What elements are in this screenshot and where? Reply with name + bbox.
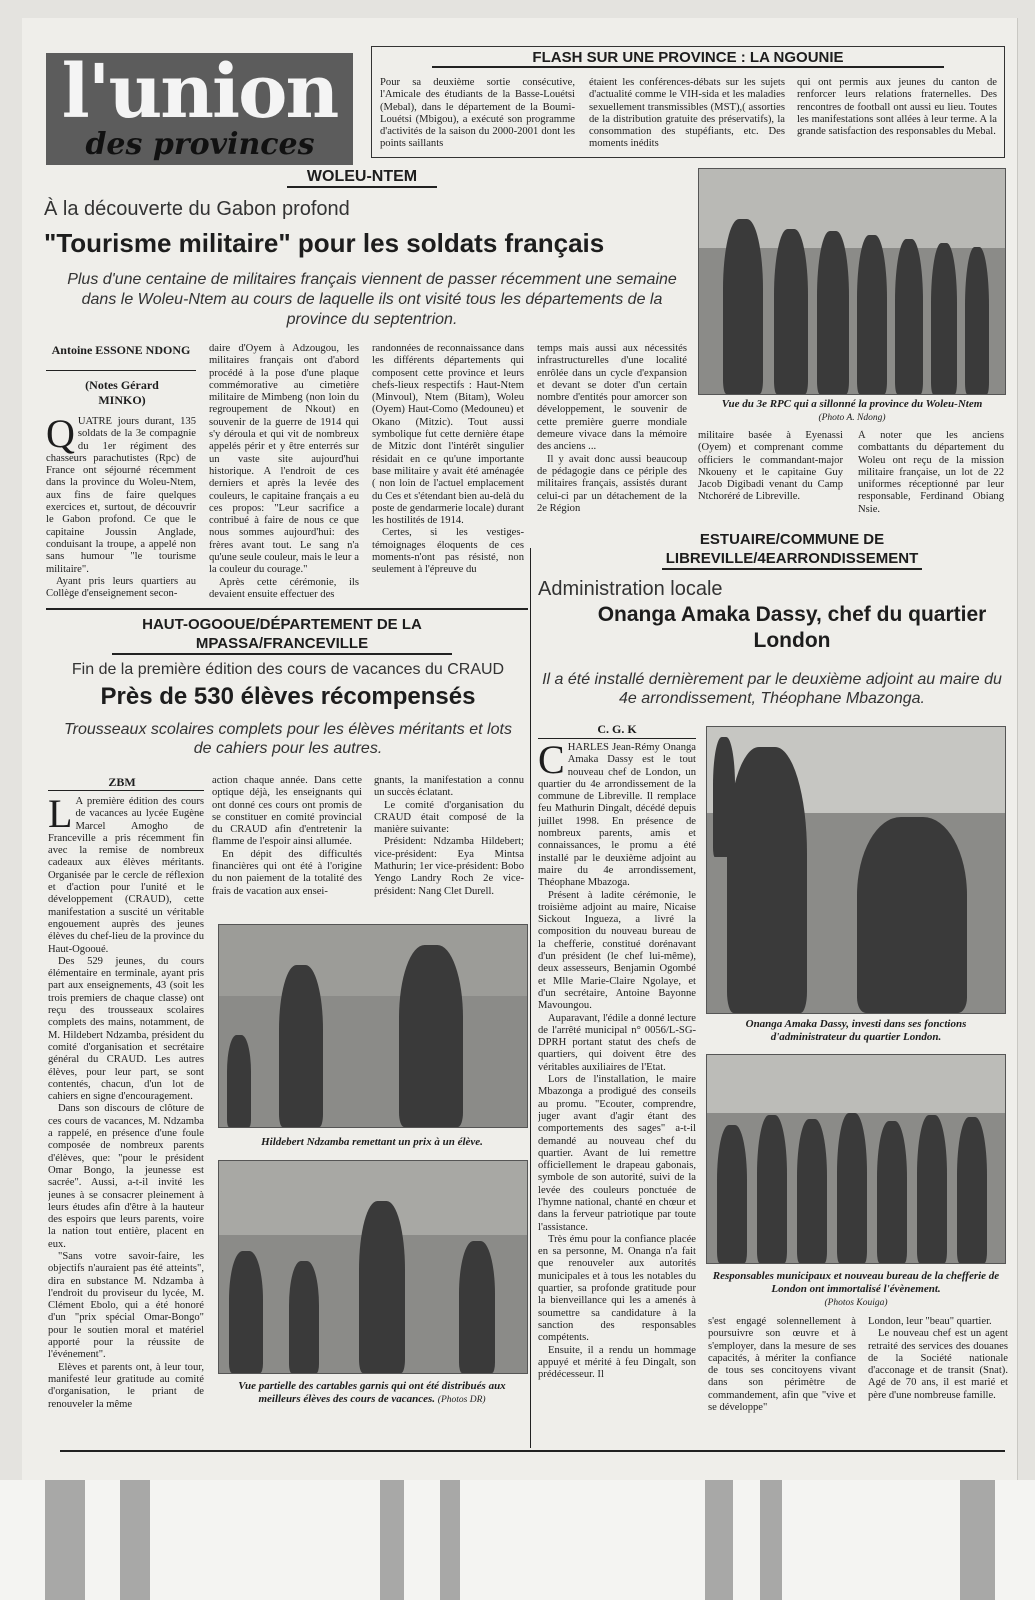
masthead-title: l'union [61,49,338,135]
haut-col-3: gnants, la manifestation a connu un succès éclatant. Le comité d'organisation du CRAUD était composé de la manière suivante: Président: Ndzamba Hildebert; vice-président: Eya Mintsa Mathurin; 1er vice-président: Bobo Yengo Landry Roch 2e vice-président: Nang Clet Durell. [374,775,524,897]
estuaire-col-1: CHARLES Jean-Rémy Onanga Amaka Dassy est le tout nouveau chef de London, un quartier du 4e arrondissement de la commune de Libreville. Il remplace feu Mathurin Dingalt, décédé depuis juillet 1998. En présence de nombreux parents, amis et connaissances, le promu a été installé par le deuxième adjoint au maire du 4e arrondissement, Théophane Mbazoga. Présent à ladite cérémonie, le troisième adjoint au maire, Nicaise Sickout Ingueza, a livré la composition du nouveau bureau de la chefferie, constitué dorénavant d'un président (le chef lui-même), deux assesseurs, Benjamin Ogombé et Mlle Marie-Claire Ngolaye, et d'un secrétaire, Antoine Bayonne Mavoungou. Auparavant, l'édile a donné lecture de l'arrêté municipal n° 0056/L-SG-DPRH portant statut des chefs de quartiers, qui doivent être des véritables auxiliaires de l'Etat. Lors de l'installation, le maire Mbazonga a prodigué des conseils au promu. "Ecouter, comprendre, juger avant d'agir étant des comportements des sages" a-t-il demandé au nouveau chef du quartier. Avant de lui remettre officiellement le drapeau gabonais, symbole de son autorité, suivi de la levée des couleurs ponctuée de l'hymne national, chanté en chœur et dans la ferveur patriotique par toute l'assistance. Très ému pour la confiance placée en sa personne, M. Onanga n'a fait que renouveler aux autorités municipales et à tous les notables du quartier, sa profonde gratitude pour la bienveillance qui les a amenés à soumettre sa candidature à la sanction des responsables compétents. Ensuite, il a rendu un hommage appuyé et mérité à feu Dingalt, son prédécesseur. Il [538,742,696,1381]
flash-box [371,46,1005,158]
haut-col-1: L A première édition des cours de vacances au lycée Eugène Marcel Amogho de Franceville a pris récemment fin avec la remise de nombreux cadeaux aux élèves méritants. Organisée par le cercle de réflexion et d'action pour l'unité et le développement (CRAUD), cette manifestation a suscité un véritable engouement auprès des jeunes élèves du chef-lieu de la province du Haut-Ogooué. Des 529 jeunes, du cours élémentaire en terminale, ayant pris part aux enseignements, 43 (soit les trois premiers de chaque classe) ont reçu des trousseaux scolaires complets des mains, notamment, de M. Hildebert Ndzamba, président du comité d'organisation et secrétaire général du CRAUD. Les autres élèves, pour leur part, se sont contentés, chacun, d'un lot de cahiers en signe d'encouragement. Dans son discours de clôture de ces cours de vacances, M. Ndzamba a rappelé, en présence d'une foule composée de nombreux parents d'élèves, que: "pour le président Omar Bongo, la jeunesse est sacrée". Aussi, a-t-il invité les jeunes à se consacrer pleinement à leurs études afin d'être à la hauteur des espoirs que leurs parents, voire la nation tout entière, placent en eux. "Sans votre savoir-faire, les objectifs n'auraient pas été atteints", dira en substance M. Ndzamba à l'endroit du proviseur du lycée, M. Clément Ebolo, qui a été honoré d'un "prix spécial Omar-Bongo" pour le soutien moral et matériel apporté pour la réussite de l'événement". Elèves et parents ont, à leur tour, manifesté leur gratitude au comité d'organisation, le priant de renouveler la même [48,796,204,1410]
haut-photo-2 [218,1160,528,1374]
newspaper-page [22,18,1018,1480]
woleu-photo-caption: Vue du 3e RPC qui a sillonné la province du Woleu-Ntem (Photo A. Ndong) [721,398,983,423]
haut-photo-1-caption: Hildebert Ndzamba remettant un prix à un élève. [261,1136,483,1148]
haut-byline: ZBM [108,775,136,789]
estuaire-byline: C. G. K [597,722,637,736]
masthead-subtitle: des provinces [85,127,315,162]
haut-col-2: action chaque année. Dans cette optique déjà, les enseignants qui ont donné ces cours ont promis de se constituer en comité provincial du CRAUD afin d'entretenir la flamme de l'espoir ainsi allumée. En dépit des difficultés financières qui ont été à l'origine du non paiement de la totalité des frais de vacation aux ensei- [212,775,362,897]
estuaire-headline: Onanga Amaka Dassy, chef du quartier London [597,603,987,652]
woleu-byline: Antoine ESSONE NDONG [51,343,191,357]
estuaire-photo-1-caption: Onanga Amaka Dassy, investi dans ses fonctions d'administrateur du quartier London. [745,1018,967,1043]
estuaire-kicker: Administration locale [538,578,723,600]
estuaire-col-2: s'est engagé solennellement à poursuivre son œuvre et à s'employer, dans la mesure de ses capacités, à mériter la confiance de tous ses concitoyens vivant dans son périmètre de commandement, afin que "vive et se développe" [708,1316,856,1414]
haut-tag: HAUT-OGOOUE/DÉPARTEMENT DE LA MPASSA/FRANCEVILLE [112,615,452,655]
woleu-headline: "Tourisme militaire" pour les soldats français [44,228,605,258]
woleu-col-6: À noter que les anciens combattants du département du Woleu ont reçu de la mission militaire française, un lot de 22 uniformes réceptionné par leur responsable, Ferdinand Obiang Nsie. [858,430,1004,515]
woleu-col-1: QUATRE jours durant, 135 soldats de la 3e compagnie du 1er régiment des chasseurs parachutistes (Rpc) de France ont séjourné récemment dans la province du Woleu-Ntem, aux fins de faire quelques exercices et, surtout, de découvrir le Gabon profond. Ce que le capitaine Joussin Anglade, conduisant la troupe, a appelé non sans humour "le tourisme militaire". Ayant pris leurs quartiers au Collège d'enseignement secon- [46,416,196,600]
woleu-notes: (Notes Gérard MINKO) [85,378,159,407]
woleu-col-2: daire d'Oyem à Adzougou, les militaires français ont d'abord procédé à la pose d'une plaque commémorative au cimetière militaire de Mimbeng (non loin du regroupement de Nkout) en souvenir de la guerre de 1914 qui s'y déroula et qui vit de nombreux appelés périr et y être enterrés sur un vaste site aujourd'hui historique. A l'endroit de ces derniers et après la levée des couleurs, le capitaine français a eu ces propos: "Leur sacrifice a contribué à faire de nous ce que nous sommes aujourd'hui: des frères avant tout. Le sang n'a qu'une seule couleur, mais le leur a la couleur du courage." Après cette cérémonie, ils devaient ensuite effectuer des [209,343,359,600]
masthead [46,49,353,165]
woleu-col-3: randonnées de reconnaissance dans les différents départements qui composent cette province et leurs chefs-lieux respectifs : Haut-Ntem (Minvoul), Ntem (Bitam), Woleu (Oyem) Haut-Como (Medouneu) et Okano (Mitzic). Tout aussi symbolique fut cette dernière étape de Mitzic dont l'intérêt singulier résidait en ce qu'une importante base militaire y avait été aménagée ( non loin de l'actuel emplacement du Ces et s'étendant bien au-delà du poste de gendarmerie locale) durant les hostilités de 1914. Certes, si les vestiges-témoignages éloquents de ces moments-n'ont pas résisté, non seulement à l'épreuve du [372,343,524,576]
estuaire-photo-2 [706,1054,1006,1264]
flash-col-1: Pour sa deuxième sortie consécutive, l'Amicale des étudiants de la Basse-Louétsi (Mebal), dans le département de la Boumi-Louétsi (Mbigou), a exécuté son programme d'activités de la saison du 2000-2001 dont les points saillants [380,77,575,150]
woleu-lead: Plus d'une centaine de militaires français viennent de passer récemment une semaine dans le Woleu-Ntem au cours de laquelle ils ont visité tous les départements de la province du septentrion. [67,271,677,328]
woleu-col-5: militaire basée à Eyenassi (Oyem) et comprenant comme officiers le commandant-major Nkoueny et le capitaine Guy Jacob Digibadi venant du Camp Ntchoréré de Libreville. [698,430,843,503]
haut-lead: Trousseaux scolaires complets pour les élèves méritants et lots de cahiers pour les autres. [64,721,512,757]
woleu-col-4: temps mais aussi aux nécessités infrastructurelles d'une localité enrôlée dans un cycle d'expansion et devant se doter d'un certain nombre d'entités pour amorcer son développement, le souvenir de cette première guerre mondiale demeure vivace dans la mémoire des anciens ... Il y avait donc aussi beaucoup de pédagogie dans ce périple des militaires français, assistés durant celui-ci par un détachement de la 2e Région [537,343,687,514]
flash-col-2: étaient les conférences-débats sur les sujets d'actualité comme le VIH-sida et les maladies sexuellement transmissibles (MST),( assorties de la distribution gratuite des préservatifs), la consommation des stupéfiants, etc. Des moments inédits [589,77,785,150]
scan-background [0,1480,1035,1600]
estuaire-tag: ESTUAIRE/COMMUNE DE LIBREVILLE/4EARRONDISSEMENT [662,530,922,570]
flash-col-3: qui ont permis aux jeunes du canton de renforcer leurs relations fraternelles. Des rencontres de football ont aussi eu lieu. Toutes les manifestations sont allées à leur terme. A la grande satisfaction des responsables du Mebal. [797,77,997,138]
estuaire-photo-1 [706,726,1006,1014]
haut-photo-2-caption: Vue partielle des cartables garnis qui ont été distribués aux meilleurs élèves des cours de vacances. (Photos DR) [238,1380,506,1405]
woleu-tag: WOLEU-NTEM [287,168,437,188]
estuaire-photo-2-caption: Responsables municipaux et nouveau bureau de la chefferie de London ont immortalisé l'évènement. (Photos Kouiga) [712,1270,1000,1308]
haut-photo-1 [218,924,528,1128]
haut-headline: Près de 530 élèves récompensés [100,683,476,710]
estuaire-lead: Il a été installé dernièrement par le deuxième adjoint au maire du 4e arrondissement, Théophane Mbazonga. [542,671,1002,707]
estuaire-col-3: London, leur "beau" quartier. Le nouveau chef est un agent retraité des services des douanes de la Société nationale d'acconage et de transit (Snat). Agé de 70 ans, il est marié et père d'une nombreuse famille. [868,1316,1008,1401]
haut-kicker: Fin de la première édition des cours de vacances du CRAUD [71,661,505,678]
woleu-kicker: À la découverte du Gabon profond [44,198,350,220]
flash-heading: FLASH SUR UNE PROVINCE : LA NGOUNIE [432,49,944,68]
woleu-photo [698,168,1006,395]
